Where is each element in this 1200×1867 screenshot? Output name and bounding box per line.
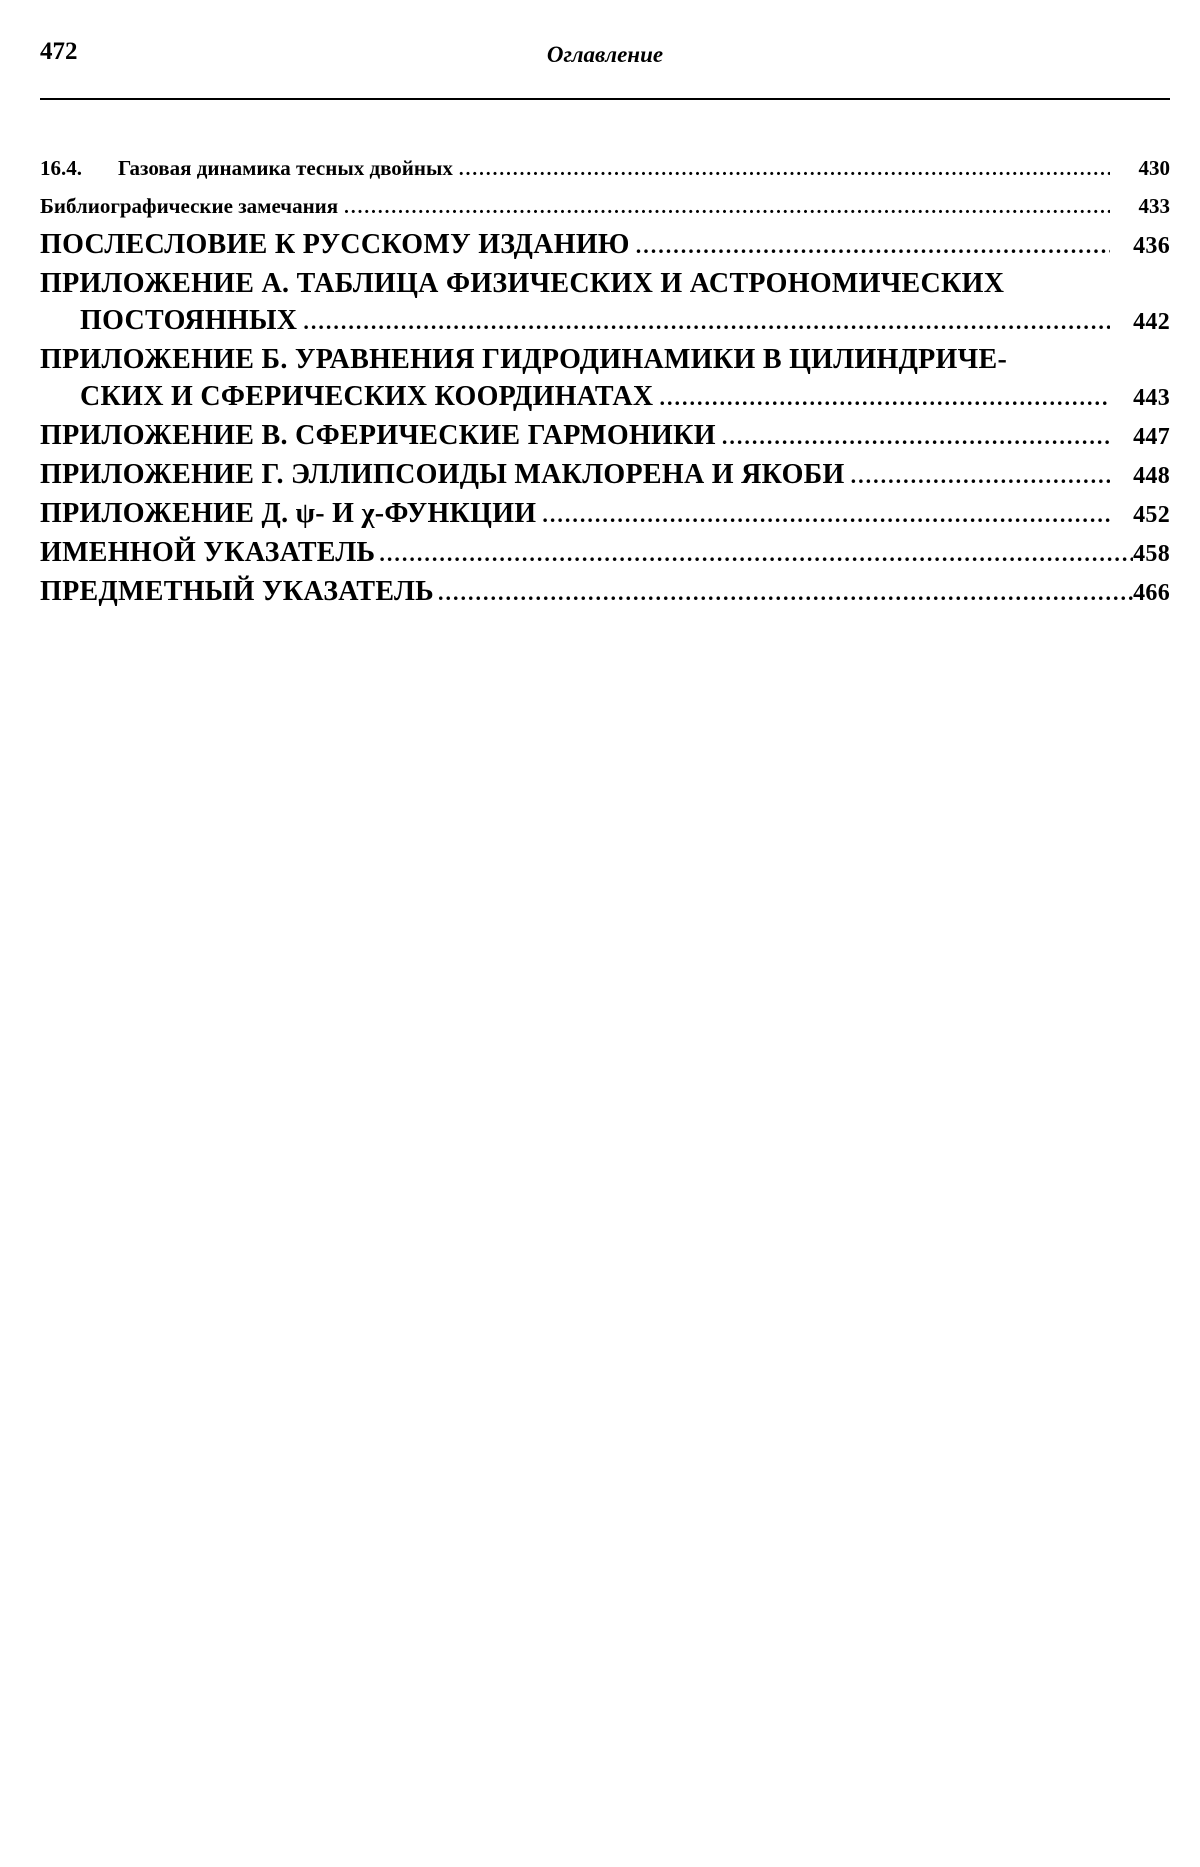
toc-leader-dots [659,379,1110,416]
toc-entry-appendix-a[interactable] [40,265,1170,341]
toc-entry-appendix-g[interactable] [40,456,1170,495]
toc-leader-dots [636,227,1110,264]
toc-entry-title-line1: ПРИЛОЖЕНИЕ Б. УРАВНЕНИЯ ГИДРОДИНАМИКИ В ЦИЛИНДРИЧЕ- [40,344,1008,375]
toc-entry-bibliography[interactable] [40,188,1170,226]
toc-entry-page: 466 [1133,580,1170,606]
toc-entry-appendix-d[interactable] [40,495,1170,534]
header-rule [40,98,1170,100]
toc-entry-title: ИМЕННОЙ УКАЗАТЕЛЬ [40,537,376,568]
toc-leader-dots [344,190,1110,226]
toc-leader-dots [722,418,1110,455]
toc-entry-title: ПРИЛОЖЕНИЕ Г. ЭЛЛИПСОИДЫ МАКЛОРЕНА И ЯКОБИ [40,459,845,490]
toc-entry-afterword[interactable] [40,226,1170,265]
page-header [40,38,1170,78]
toc-entry-title-line2: ПОСТОЯННЫХ [80,305,298,336]
toc-entry-page: 447 [1133,424,1170,450]
table-of-contents [40,150,1170,612]
toc-entry-title-line1: ПРИЛОЖЕНИЕ А. ТАБЛИЦА ФИЗИЧЕСКИХ И АСТРОНОМИЧЕСКИХ [40,268,1005,299]
toc-entry-title: Библиографические замечания [40,194,339,218]
toc-entry-name-index[interactable] [40,534,1170,573]
toc-leader-dots [303,303,1110,340]
toc-entry-title: ПРИЛОЖЕНИЕ Д. ψ- И χ-ФУНКЦИИ [40,498,537,529]
toc-entry-title: ПРИЛОЖЕНИЕ В. СФЕРИЧЕСКИЕ ГАРМОНИКИ [40,420,716,451]
toc-entry-subject-index[interactable] [40,573,1170,612]
toc-entry-16-4[interactable] [40,150,1170,188]
toc-entry-number: 16.4. [40,156,82,180]
toc-entry-page: 442 [1133,309,1170,335]
toc-entry-page: 443 [1133,385,1170,411]
toc-entry-page: 448 [1133,463,1170,489]
toc-leader-dots [459,152,1110,188]
toc-leader-dots [438,574,1133,611]
toc-entry-page: 430 [1138,156,1170,180]
toc-leader-dots [542,496,1110,533]
toc-entry-page: 433 [1138,194,1170,218]
toc-entry-page: 452 [1133,502,1170,528]
running-title: Оглавление [546,42,664,67]
page-number: 472 [40,38,78,65]
toc-entry-title: ПРЕДМЕТНЫЙ УКАЗАТЕЛЬ [40,576,434,607]
toc-leader-dots [379,535,1133,572]
toc-entry-title: ПОСЛЕСЛОВИЕ К РУССКОМУ ИЗДАНИЮ [40,229,630,260]
toc-entry-appendix-b[interactable] [40,341,1170,417]
toc-entry-page: 458 [1133,541,1170,567]
toc-entry-appendix-v[interactable] [40,417,1170,456]
toc-entry-page: 436 [1133,233,1170,259]
toc-entry-title-line2: СКИХ И СФЕРИЧЕСКИХ КООРДИНАТАХ [80,381,654,412]
toc-leader-dots [851,457,1110,494]
toc-entry-title: Газовая динамика тесных двойных [118,156,453,180]
